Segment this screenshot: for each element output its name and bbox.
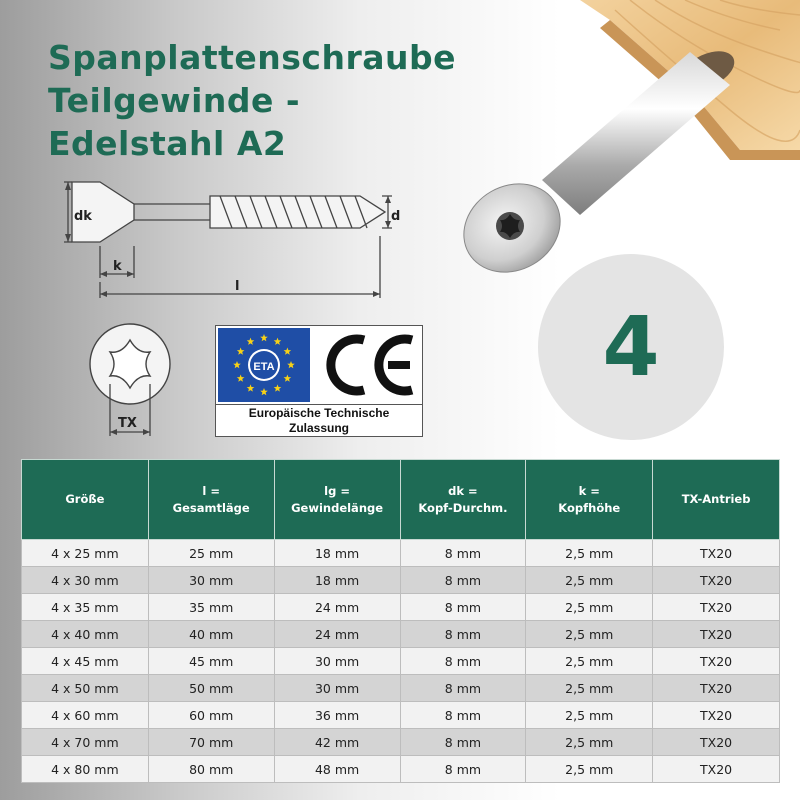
table-row <box>22 648 780 675</box>
column-header <box>526 460 653 540</box>
table-cell: 2,5 mm <box>526 702 653 729</box>
column-header-symbol: dk = <box>448 483 478 498</box>
column-header <box>653 460 780 540</box>
column-header-symbol: k = <box>578 483 600 498</box>
table-cell: 45 mm <box>148 648 274 675</box>
label-dk: dk <box>74 209 92 224</box>
table-cell: TX20 <box>653 675 780 702</box>
caption-line-1: Europäische Technische <box>248 406 390 420</box>
column-header-label: Gesamtläge <box>172 500 250 515</box>
table-cell: 8 mm <box>400 594 526 621</box>
eu-star-icon <box>247 384 255 391</box>
title-line-3: Edelstahl A2 <box>48 124 287 163</box>
table-cell: 4 x 30 mm <box>22 567 149 594</box>
column-header <box>400 460 526 540</box>
ce-mark-icon <box>316 328 420 402</box>
torx-recess-icon <box>496 212 524 240</box>
title-line-2: Teilgewinde - <box>48 81 301 120</box>
table-cell: 2,5 mm <box>526 729 653 756</box>
column-header-label: Kopfhöhe <box>558 500 621 515</box>
column-header <box>274 460 400 540</box>
eu-star-icon <box>260 334 268 341</box>
product-title <box>48 36 456 165</box>
eu-star-icon <box>260 388 268 395</box>
table-cell: 2,5 mm <box>526 756 653 783</box>
tx-drive-diagram <box>86 318 186 444</box>
table-cell: 8 mm <box>400 567 526 594</box>
table-cell: 4 x 35 mm <box>22 594 149 621</box>
table-cell: 2,5 mm <box>526 621 653 648</box>
eu-star-icon <box>274 338 282 345</box>
table-cell: TX20 <box>653 594 780 621</box>
table-cell: 8 mm <box>400 702 526 729</box>
table-cell: TX20 <box>653 756 780 783</box>
column-header-label: Größe <box>65 492 105 506</box>
table-cell: 70 mm <box>148 729 274 756</box>
eu-star-icon <box>237 348 245 355</box>
table-cell: 4 x 80 mm <box>22 756 149 783</box>
eu-star-icon <box>284 348 292 355</box>
table-cell: 4 x 25 mm <box>22 540 149 567</box>
table-cell: 18 mm <box>274 540 400 567</box>
table-cell: 8 mm <box>400 621 526 648</box>
table-cell: 8 mm <box>400 648 526 675</box>
table-cell: 35 mm <box>148 594 274 621</box>
column-header-symbol: lg = <box>324 483 350 498</box>
table-cell: TX20 <box>653 729 780 756</box>
column-header <box>148 460 274 540</box>
column-header <box>22 460 149 540</box>
table-cell: 8 mm <box>400 675 526 702</box>
diameter-badge <box>538 254 724 440</box>
table-cell: 8 mm <box>400 540 526 567</box>
table-cell: 30 mm <box>274 648 400 675</box>
table-cell: 80 mm <box>148 756 274 783</box>
screw-shaft <box>542 52 730 215</box>
table-row <box>22 702 780 729</box>
table-cell: 30 mm <box>274 675 400 702</box>
eta-label: ETA <box>253 361 275 373</box>
torx-diagram-svg <box>86 318 186 440</box>
column-header-label: Gewindelänge <box>291 500 384 515</box>
table-cell: TX20 <box>653 648 780 675</box>
certification-caption <box>216 404 422 436</box>
table-row <box>22 594 780 621</box>
table-row <box>22 756 780 783</box>
eu-star-icon <box>233 361 241 368</box>
table-cell: 42 mm <box>274 729 400 756</box>
table-cell: 50 mm <box>148 675 274 702</box>
title-line-1: Spanplattenschraube <box>48 38 457 77</box>
label-tx: TX <box>118 416 137 431</box>
screw-dimension-diagram <box>60 170 400 304</box>
table-cell: 2,5 mm <box>526 648 653 675</box>
table-cell: 8 mm <box>400 729 526 756</box>
label-d: d <box>391 209 400 224</box>
table-row <box>22 540 780 567</box>
table-cell: 2,5 mm <box>526 540 653 567</box>
table-row <box>22 729 780 756</box>
eu-star-icon <box>237 375 245 382</box>
table-cell: 2,5 mm <box>526 675 653 702</box>
eu-star-icon <box>287 361 295 368</box>
eu-star-icon <box>247 338 255 345</box>
table-cell: 60 mm <box>148 702 274 729</box>
column-header-label: TX-Antrieb <box>681 492 751 506</box>
diameter-value: 4 <box>602 299 660 395</box>
table-cell: TX20 <box>653 702 780 729</box>
label-l: l <box>235 279 240 294</box>
table-row <box>22 567 780 594</box>
eu-flag-icon <box>218 328 310 402</box>
table-row <box>22 621 780 648</box>
eu-star-icon <box>284 375 292 382</box>
table-cell: 4 x 50 mm <box>22 675 149 702</box>
spec-table <box>21 459 780 783</box>
table-cell: 48 mm <box>274 756 400 783</box>
table-row <box>22 675 780 702</box>
table-body <box>22 540 780 783</box>
table-cell: 30 mm <box>148 567 274 594</box>
table-cell: 25 mm <box>148 540 274 567</box>
screw-diagram-svg <box>60 170 400 300</box>
table-cell: 40 mm <box>148 621 274 648</box>
table-cell: TX20 <box>653 540 780 567</box>
column-header-label: Kopf-Durchm. <box>418 500 508 515</box>
table-cell: 18 mm <box>274 567 400 594</box>
table-cell: 4 x 45 mm <box>22 648 149 675</box>
table-cell: 8 mm <box>400 756 526 783</box>
table-cell: 36 mm <box>274 702 400 729</box>
table-cell: TX20 <box>653 567 780 594</box>
table-cell: 2,5 mm <box>526 567 653 594</box>
table-cell: 24 mm <box>274 594 400 621</box>
table-cell: 4 x 70 mm <box>22 729 149 756</box>
table-cell: 4 x 40 mm <box>22 621 149 648</box>
table-cell: TX20 <box>653 621 780 648</box>
certification-badge <box>215 325 423 437</box>
table-cell: 4 x 60 mm <box>22 702 149 729</box>
column-header-symbol: l = <box>202 483 220 498</box>
caption-line-2: Zulassung <box>288 421 349 435</box>
table-cell: 2,5 mm <box>526 594 653 621</box>
label-k: k <box>113 259 122 274</box>
table-cell: 24 mm <box>274 621 400 648</box>
table-header-row <box>22 460 780 540</box>
eu-star-icon <box>274 384 282 391</box>
